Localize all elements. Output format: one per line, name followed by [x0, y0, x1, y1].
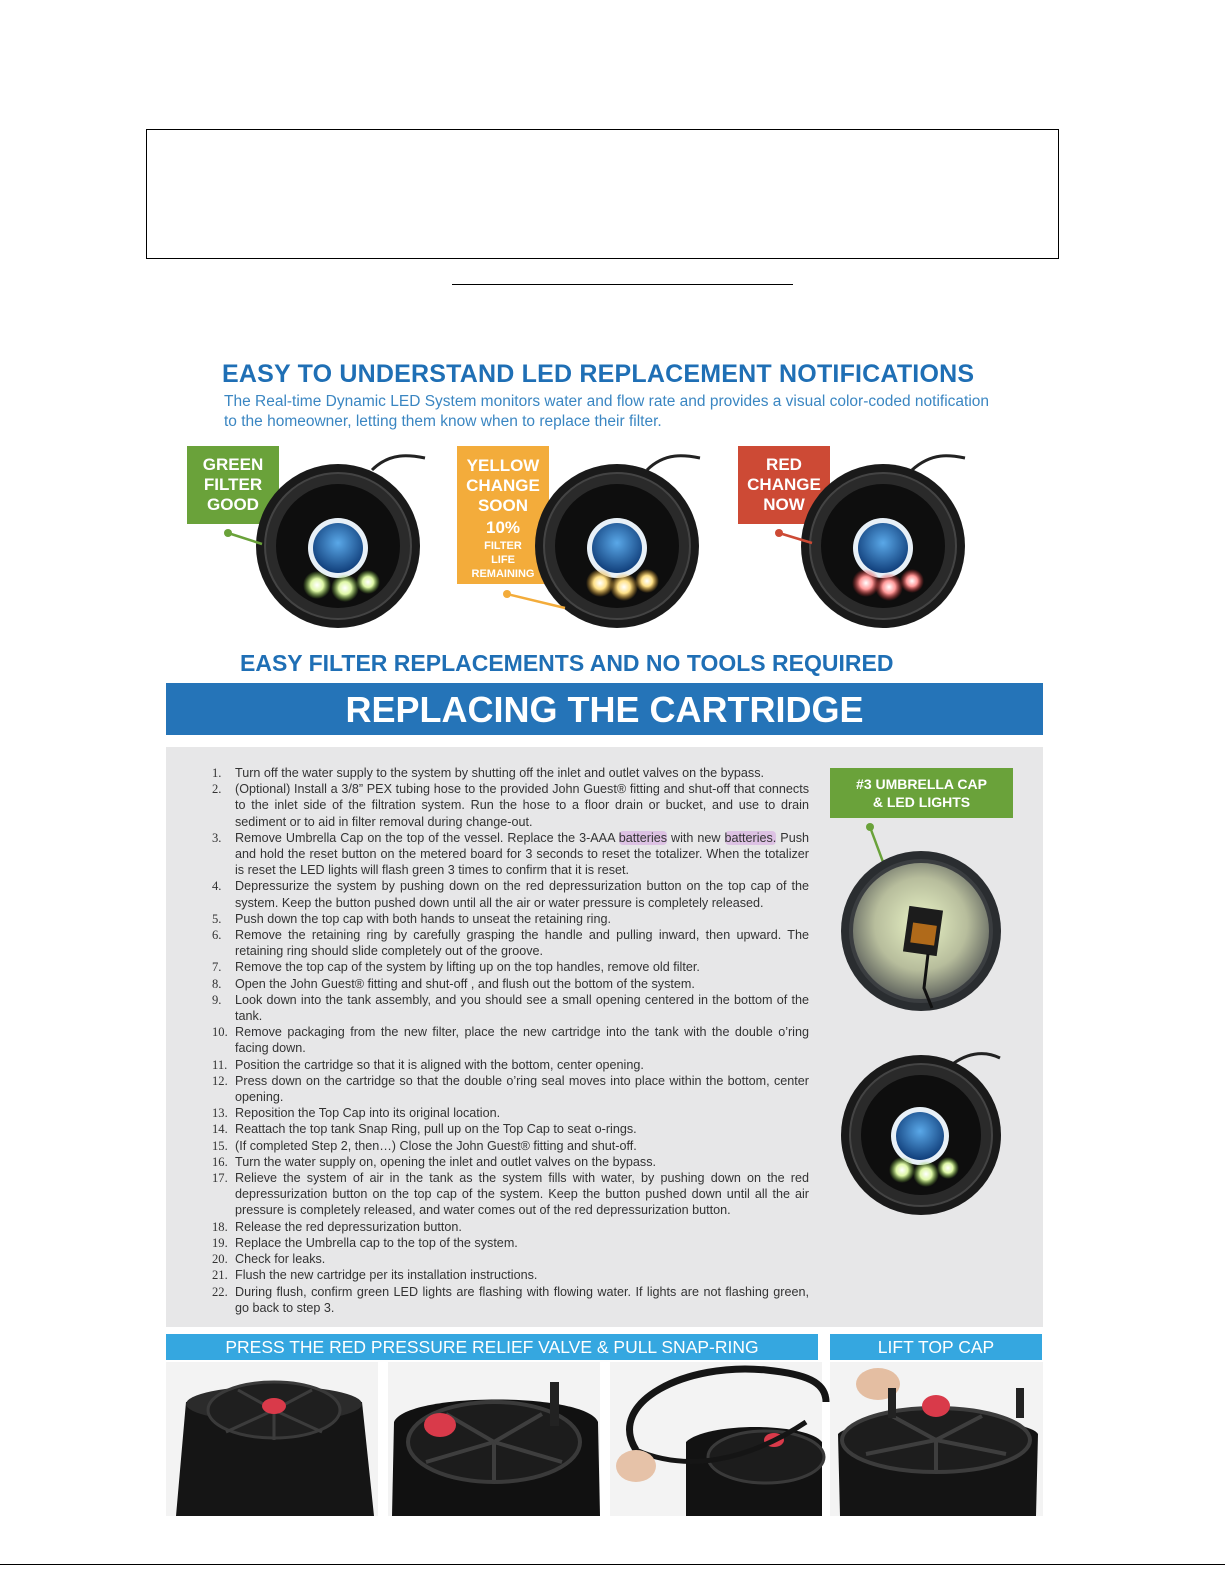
- list-item: 13. Reposition the Top Cap into its original location.: [212, 1106, 501, 1121]
- list-item: 16. Turn the water supply on, opening the inlet and outlet valves on the bypass.: [212, 1154, 656, 1169]
- green-led-device: [224, 456, 425, 628]
- list-item: 12. Press down on the cartridge so that the double o’ring seal moves into place within the bottom, center opening.: [212, 1073, 809, 1105]
- list-item: 14. Reattach the top tank Snap Ring, pull up on the Top Cap to seat o-rings.: [212, 1122, 637, 1137]
- list-item: 18. Release the red depressurization button.: [212, 1219, 462, 1234]
- list-item: 3. Remove Umbrella Cap on the top of the vessel. Replace the 3-AAA batteries with new batteries. Push and hold the reset button on the metered board for 3 seconds to reset the totalizer. When the totalizer is reset the LED lights will flash green 3 times to confirm that it is reset.: [212, 830, 809, 878]
- yellow-tag-line6: REMAINING: [471, 568, 535, 580]
- photo-lift-top-cap: [830, 1362, 1043, 1516]
- list-item: 22. During flush, confirm green LED lights are flashing with flowing water. If lights are not flashing green, go back to step 3.: [212, 1284, 809, 1315]
- highlight-batteries: batteries: [618, 830, 668, 845]
- led-section-title: EASY TO UNDERSTAND LED REPLACEMENT NOTIFICATIONS: [222, 360, 975, 388]
- list-item: 17. Relieve the system of air in the tank as the system fills with water, by pushing down on the red depressurization button on the top cap of the system. Keep the button pushed down until all the air pressure is completely released, and water comes out of the red depressurization button.: [212, 1171, 809, 1218]
- list-item: 15. (If completed Step 2, then…) Close the John Guest® fitting and shut-off.: [212, 1138, 637, 1153]
- list-item: 9. Look down into the tank assembly, and you should see a small opening centered in the bottom of the tank.: [212, 992, 809, 1024]
- list-item: 2. (Optional) Install a 3/8” PEX tubing hose to the provided John Guest® fitting and shut-off that connects to the inlet side of the filtration system. Run the hose to a floor drain or bucket, and use to drain sediment or to aid in filter removal during change-out.: [212, 782, 809, 829]
- yellow-tag-line2: CHANGE: [466, 476, 540, 495]
- led-section-description: The Real-time Dynamic LED System monitors water and flow rate and provides a visual color-coded notification to the homeowner, letting them know when to replace their filter.: [224, 393, 990, 430]
- green-tag-line1: GREEN: [202, 455, 264, 474]
- umbrella-cap-tag: [830, 768, 1013, 818]
- yellow-tag-line3: SOON: [477, 496, 529, 515]
- list-item: 5. Push down the top cap with both hands to unseat the retaining ring.: [212, 911, 611, 926]
- umbrella-cap-illustration: [820, 818, 1025, 1218]
- list-item: 11. Position the cartridge so that it is aligned with the bottom, center opening.: [212, 1057, 644, 1072]
- highlight-batteries: batteries.: [724, 830, 777, 845]
- list-item: 8. Open the John Guest® fitting and shut-off , and flush out the bottom of the system.: [212, 976, 695, 991]
- replace-subtitle: EASY FILTER REPLACEMENTS AND NO TOOLS REQUIRED: [240, 650, 894, 676]
- step-photos: [166, 1362, 1043, 1516]
- list-item: 6. Remove the retaining ring by carefully grasping the handle and pulling inward, then upward. The retaining ring should slide completely out of the groove.: [212, 928, 809, 959]
- yellow-led-device: [503, 456, 700, 628]
- list-item: 1. Turn off the water supply to the system by shutting off the inlet and outlet valves on the bypass.: [212, 766, 765, 780]
- list-item: 4. Depressurize the system by pushing down on the red depressurization button on the top cap of the system. Keep the button pushed down until all the air or water pressure is completely released.: [212, 879, 809, 910]
- umbrella-tag-line2: & LED LIGHTS: [872, 794, 971, 810]
- yellow-tag-percent: 10%: [485, 518, 521, 537]
- replace-banner: REPLACING THE CARTRIDGE: [166, 683, 1043, 735]
- red-led-device: [775, 456, 965, 628]
- footer-rule: [0, 1564, 1225, 1565]
- green-tag-line2: FILTER: [203, 475, 263, 494]
- red-tag-line3: NOW: [763, 495, 805, 514]
- steps-list: [212, 765, 809, 1316]
- photo-snap-ring: [610, 1362, 826, 1516]
- photo-valve-closeup: [388, 1362, 600, 1516]
- list-item: 20. Check for leaks.: [212, 1252, 326, 1267]
- yellow-tag-line4: FILTER: [484, 540, 522, 552]
- umbrella-tag-line1: #3 UMBRELLA CAP: [856, 776, 987, 792]
- list-item: 10. Remove packaging from the new filter, place the new cartridge into the tank with the double o’ring facing down.: [212, 1025, 809, 1056]
- list-item: 19. Replace the Umbrella cap to the top of the system.: [212, 1235, 518, 1250]
- red-tag-line2: CHANGE: [747, 475, 821, 494]
- green-tag-line3: GOOD: [207, 495, 259, 514]
- lift-cap-label: LIFT TOP CAP: [830, 1334, 1042, 1360]
- red-tag-line1: RED: [766, 455, 802, 474]
- yellow-tag-line5: LIFE: [491, 554, 515, 566]
- press-valve-label: PRESS THE RED PRESSURE RELIEF VALVE & PULL SNAP-RING: [166, 1334, 818, 1360]
- list-item: 7. Remove the top cap of the system by lifting up on the top handles, remove old filter.: [212, 960, 700, 975]
- yellow-tag-line1: YELLOW: [466, 456, 540, 475]
- photo-press-valve: [166, 1362, 378, 1516]
- list-item: 21. Flush the new cartridge per its installation instructions.: [212, 1268, 538, 1283]
